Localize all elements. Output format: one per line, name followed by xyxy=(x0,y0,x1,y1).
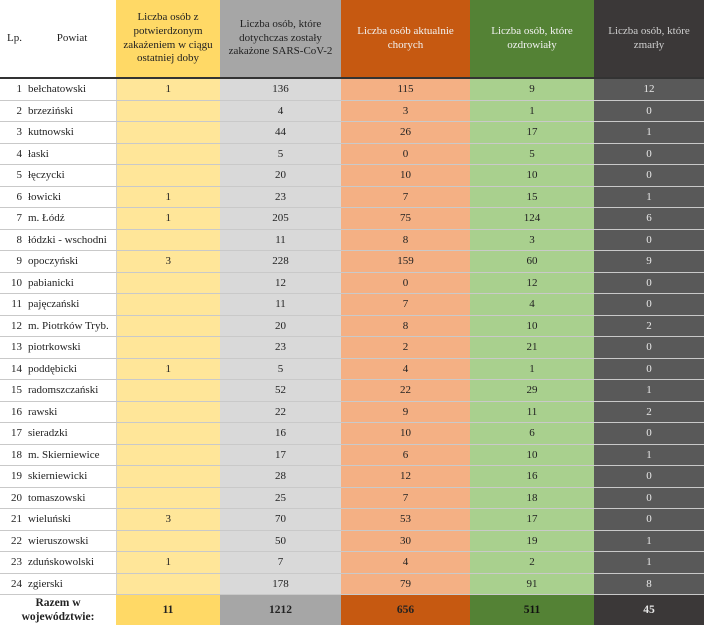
row-active: 8 xyxy=(341,315,470,337)
row-total: 52 xyxy=(220,380,341,402)
header-row xyxy=(0,0,704,78)
row-active: 79 xyxy=(341,573,470,595)
table-row xyxy=(0,487,704,509)
row-powiat: wieruszowski xyxy=(24,530,116,552)
row-deaths: 0 xyxy=(594,358,704,380)
row-deaths: 1 xyxy=(594,122,704,144)
row-deaths: 0 xyxy=(594,229,704,251)
row-new-cases: 1 xyxy=(116,552,220,574)
row-new-cases: 3 xyxy=(116,251,220,273)
row-total: 23 xyxy=(220,337,341,359)
row-total: 70 xyxy=(220,509,341,531)
table-row xyxy=(0,122,704,144)
table-row xyxy=(0,208,704,230)
row-deaths: 0 xyxy=(594,100,704,122)
row-powiat: tomaszowski xyxy=(24,487,116,509)
header-recovered: Liczba osób, które ozdrowiały xyxy=(470,0,594,78)
row-new-cases: 1 xyxy=(116,208,220,230)
row-powiat: rawski xyxy=(24,401,116,423)
row-recovered: 6 xyxy=(470,423,594,445)
row-powiat: łęczycki xyxy=(24,165,116,187)
row-total: 11 xyxy=(220,229,341,251)
row-active: 53 xyxy=(341,509,470,531)
row-new-cases xyxy=(116,466,220,488)
row-new-cases xyxy=(116,401,220,423)
table-row xyxy=(0,100,704,122)
table-row xyxy=(0,423,704,445)
table-row xyxy=(0,380,704,402)
row-lp: 17 xyxy=(0,423,24,445)
row-active: 8 xyxy=(341,229,470,251)
totals-active: 656 xyxy=(341,595,470,625)
row-lp: 13 xyxy=(0,337,24,359)
row-powiat: skierniewicki xyxy=(24,466,116,488)
row-powiat: sieradzki xyxy=(24,423,116,445)
row-recovered: 1 xyxy=(470,358,594,380)
row-recovered: 10 xyxy=(470,315,594,337)
row-lp: 14 xyxy=(0,358,24,380)
row-deaths: 2 xyxy=(594,315,704,337)
row-deaths: 0 xyxy=(594,143,704,165)
row-lp: 5 xyxy=(0,165,24,187)
header-deaths: Liczba osób, które zmarły xyxy=(594,0,704,78)
row-powiat: m. Piotrków Tryb. xyxy=(24,315,116,337)
row-powiat: zgierski xyxy=(24,573,116,595)
row-deaths: 1 xyxy=(594,530,704,552)
row-new-cases xyxy=(116,423,220,445)
table-row xyxy=(0,573,704,595)
row-powiat: łowicki xyxy=(24,186,116,208)
row-active: 2 xyxy=(341,337,470,359)
totals-deaths: 45 xyxy=(594,595,704,625)
row-lp: 3 xyxy=(0,122,24,144)
row-lp: 6 xyxy=(0,186,24,208)
row-lp: 2 xyxy=(0,100,24,122)
row-new-cases xyxy=(116,444,220,466)
row-powiat: pabianicki xyxy=(24,272,116,294)
row-new-cases xyxy=(116,143,220,165)
row-total: 50 xyxy=(220,530,341,552)
row-lp: 1 xyxy=(0,78,24,100)
row-recovered: 16 xyxy=(470,466,594,488)
row-active: 159 xyxy=(341,251,470,273)
row-recovered: 10 xyxy=(470,165,594,187)
row-powiat: m. Skierniewice xyxy=(24,444,116,466)
row-recovered: 60 xyxy=(470,251,594,273)
row-recovered: 15 xyxy=(470,186,594,208)
row-new-cases xyxy=(116,165,220,187)
row-deaths: 0 xyxy=(594,294,704,316)
row-deaths: 0 xyxy=(594,165,704,187)
table-row xyxy=(0,186,704,208)
row-recovered: 10 xyxy=(470,444,594,466)
row-deaths: 2 xyxy=(594,401,704,423)
row-deaths: 0 xyxy=(594,337,704,359)
row-recovered: 9 xyxy=(470,78,594,100)
row-active: 115 xyxy=(341,78,470,100)
row-total: 205 xyxy=(220,208,341,230)
row-recovered: 12 xyxy=(470,272,594,294)
table-row xyxy=(0,444,704,466)
row-powiat: opoczyński xyxy=(24,251,116,273)
row-active: 0 xyxy=(341,143,470,165)
row-recovered: 124 xyxy=(470,208,594,230)
row-total: 22 xyxy=(220,401,341,423)
row-active: 7 xyxy=(341,487,470,509)
row-active: 0 xyxy=(341,272,470,294)
row-powiat: poddębicki xyxy=(24,358,116,380)
row-active: 9 xyxy=(341,401,470,423)
totals-label: Razem w województwie: xyxy=(0,595,116,625)
row-new-cases xyxy=(116,530,220,552)
header-active: Liczba osób aktualnie chorych xyxy=(341,0,470,78)
row-powiat: łódzki - wschodni xyxy=(24,229,116,251)
row-recovered: 4 xyxy=(470,294,594,316)
row-lp: 11 xyxy=(0,294,24,316)
row-recovered: 18 xyxy=(470,487,594,509)
row-lp: 23 xyxy=(0,552,24,574)
row-deaths: 1 xyxy=(594,552,704,574)
row-lp: 18 xyxy=(0,444,24,466)
row-powiat: zduńskowolski xyxy=(24,552,116,574)
row-active: 10 xyxy=(341,165,470,187)
table-row xyxy=(0,229,704,251)
row-active: 6 xyxy=(341,444,470,466)
row-total: 228 xyxy=(220,251,341,273)
row-total: 4 xyxy=(220,100,341,122)
row-total: 12 xyxy=(220,272,341,294)
row-total: 7 xyxy=(220,552,341,574)
row-active: 4 xyxy=(341,552,470,574)
row-lp: 21 xyxy=(0,509,24,531)
row-lp: 10 xyxy=(0,272,24,294)
row-recovered: 29 xyxy=(470,380,594,402)
row-powiat: m. Łódź xyxy=(24,208,116,230)
row-powiat: brzeziński xyxy=(24,100,116,122)
row-total: 23 xyxy=(220,186,341,208)
row-new-cases: 1 xyxy=(116,358,220,380)
row-new-cases xyxy=(116,229,220,251)
row-powiat: radomszczański xyxy=(24,380,116,402)
row-lp: 24 xyxy=(0,573,24,595)
header-lp: Lp. xyxy=(0,0,24,78)
totals-new: 11 xyxy=(116,595,220,625)
row-new-cases xyxy=(116,272,220,294)
row-total: 17 xyxy=(220,444,341,466)
table-row xyxy=(0,337,704,359)
row-recovered: 3 xyxy=(470,229,594,251)
row-recovered: 5 xyxy=(470,143,594,165)
row-deaths: 1 xyxy=(594,444,704,466)
table-row xyxy=(0,358,704,380)
row-lp: 19 xyxy=(0,466,24,488)
table-row xyxy=(0,78,704,100)
row-total: 20 xyxy=(220,165,341,187)
row-new-cases xyxy=(116,380,220,402)
row-recovered: 1 xyxy=(470,100,594,122)
row-lp: 15 xyxy=(0,380,24,402)
row-active: 7 xyxy=(341,186,470,208)
row-deaths: 1 xyxy=(594,380,704,402)
table-row xyxy=(0,165,704,187)
row-new-cases: 3 xyxy=(116,509,220,531)
table-row xyxy=(0,401,704,423)
row-deaths: 0 xyxy=(594,487,704,509)
row-lp: 16 xyxy=(0,401,24,423)
totals-row xyxy=(0,595,704,625)
header-new-cases: Liczba osób z potwierdzonym zakażeniem w ciągu ostatniej doby xyxy=(116,0,220,78)
row-new-cases xyxy=(116,294,220,316)
table-row xyxy=(0,251,704,273)
row-lp: 22 xyxy=(0,530,24,552)
row-total: 16 xyxy=(220,423,341,445)
table-row xyxy=(0,530,704,552)
table-row xyxy=(0,466,704,488)
row-deaths: 0 xyxy=(594,423,704,445)
row-deaths: 1 xyxy=(594,186,704,208)
row-new-cases xyxy=(116,122,220,144)
row-powiat: wieluński xyxy=(24,509,116,531)
totals-total: 1212 xyxy=(220,595,341,625)
row-new-cases xyxy=(116,573,220,595)
row-new-cases xyxy=(116,100,220,122)
row-active: 30 xyxy=(341,530,470,552)
row-total: 5 xyxy=(220,143,341,165)
row-recovered: 17 xyxy=(470,509,594,531)
table-row xyxy=(0,294,704,316)
row-deaths: 0 xyxy=(594,509,704,531)
row-deaths: 12 xyxy=(594,78,704,100)
row-recovered: 2 xyxy=(470,552,594,574)
row-lp: 20 xyxy=(0,487,24,509)
row-active: 12 xyxy=(341,466,470,488)
row-total: 11 xyxy=(220,294,341,316)
header-total: Liczba osób, które dotychczas zostały zakażone SARS-CoV-2 xyxy=(220,0,341,78)
row-total: 25 xyxy=(220,487,341,509)
table-row xyxy=(0,315,704,337)
row-recovered: 21 xyxy=(470,337,594,359)
row-lp: 7 xyxy=(0,208,24,230)
row-total: 20 xyxy=(220,315,341,337)
row-recovered: 91 xyxy=(470,573,594,595)
row-lp: 4 xyxy=(0,143,24,165)
row-active: 3 xyxy=(341,100,470,122)
table-row xyxy=(0,272,704,294)
row-lp: 12 xyxy=(0,315,24,337)
row-total: 44 xyxy=(220,122,341,144)
row-deaths: 6 xyxy=(594,208,704,230)
row-active: 75 xyxy=(341,208,470,230)
table-row xyxy=(0,552,704,574)
row-recovered: 11 xyxy=(470,401,594,423)
row-powiat: kutnowski xyxy=(24,122,116,144)
row-new-cases: 1 xyxy=(116,78,220,100)
row-lp: 9 xyxy=(0,251,24,273)
table-row xyxy=(0,509,704,531)
row-recovered: 19 xyxy=(470,530,594,552)
row-active: 4 xyxy=(341,358,470,380)
row-powiat: bełchatowski xyxy=(24,78,116,100)
row-deaths: 8 xyxy=(594,573,704,595)
row-active: 22 xyxy=(341,380,470,402)
row-new-cases: 1 xyxy=(116,186,220,208)
row-total: 28 xyxy=(220,466,341,488)
row-active: 10 xyxy=(341,423,470,445)
row-powiat: piotrkowski xyxy=(24,337,116,359)
row-active: 26 xyxy=(341,122,470,144)
row-powiat: łaski xyxy=(24,143,116,165)
row-lp: 8 xyxy=(0,229,24,251)
totals-recovered: 511 xyxy=(470,595,594,625)
row-active: 7 xyxy=(341,294,470,316)
row-total: 136 xyxy=(220,78,341,100)
row-deaths: 0 xyxy=(594,272,704,294)
table-row xyxy=(0,143,704,165)
table-body xyxy=(0,78,704,595)
row-new-cases xyxy=(116,487,220,509)
row-deaths: 0 xyxy=(594,466,704,488)
row-new-cases xyxy=(116,315,220,337)
row-total: 5 xyxy=(220,358,341,380)
row-deaths: 9 xyxy=(594,251,704,273)
row-recovered: 17 xyxy=(470,122,594,144)
row-total: 178 xyxy=(220,573,341,595)
row-powiat: pajęczański xyxy=(24,294,116,316)
row-new-cases xyxy=(116,337,220,359)
header-powiat: Powiat xyxy=(24,0,116,78)
